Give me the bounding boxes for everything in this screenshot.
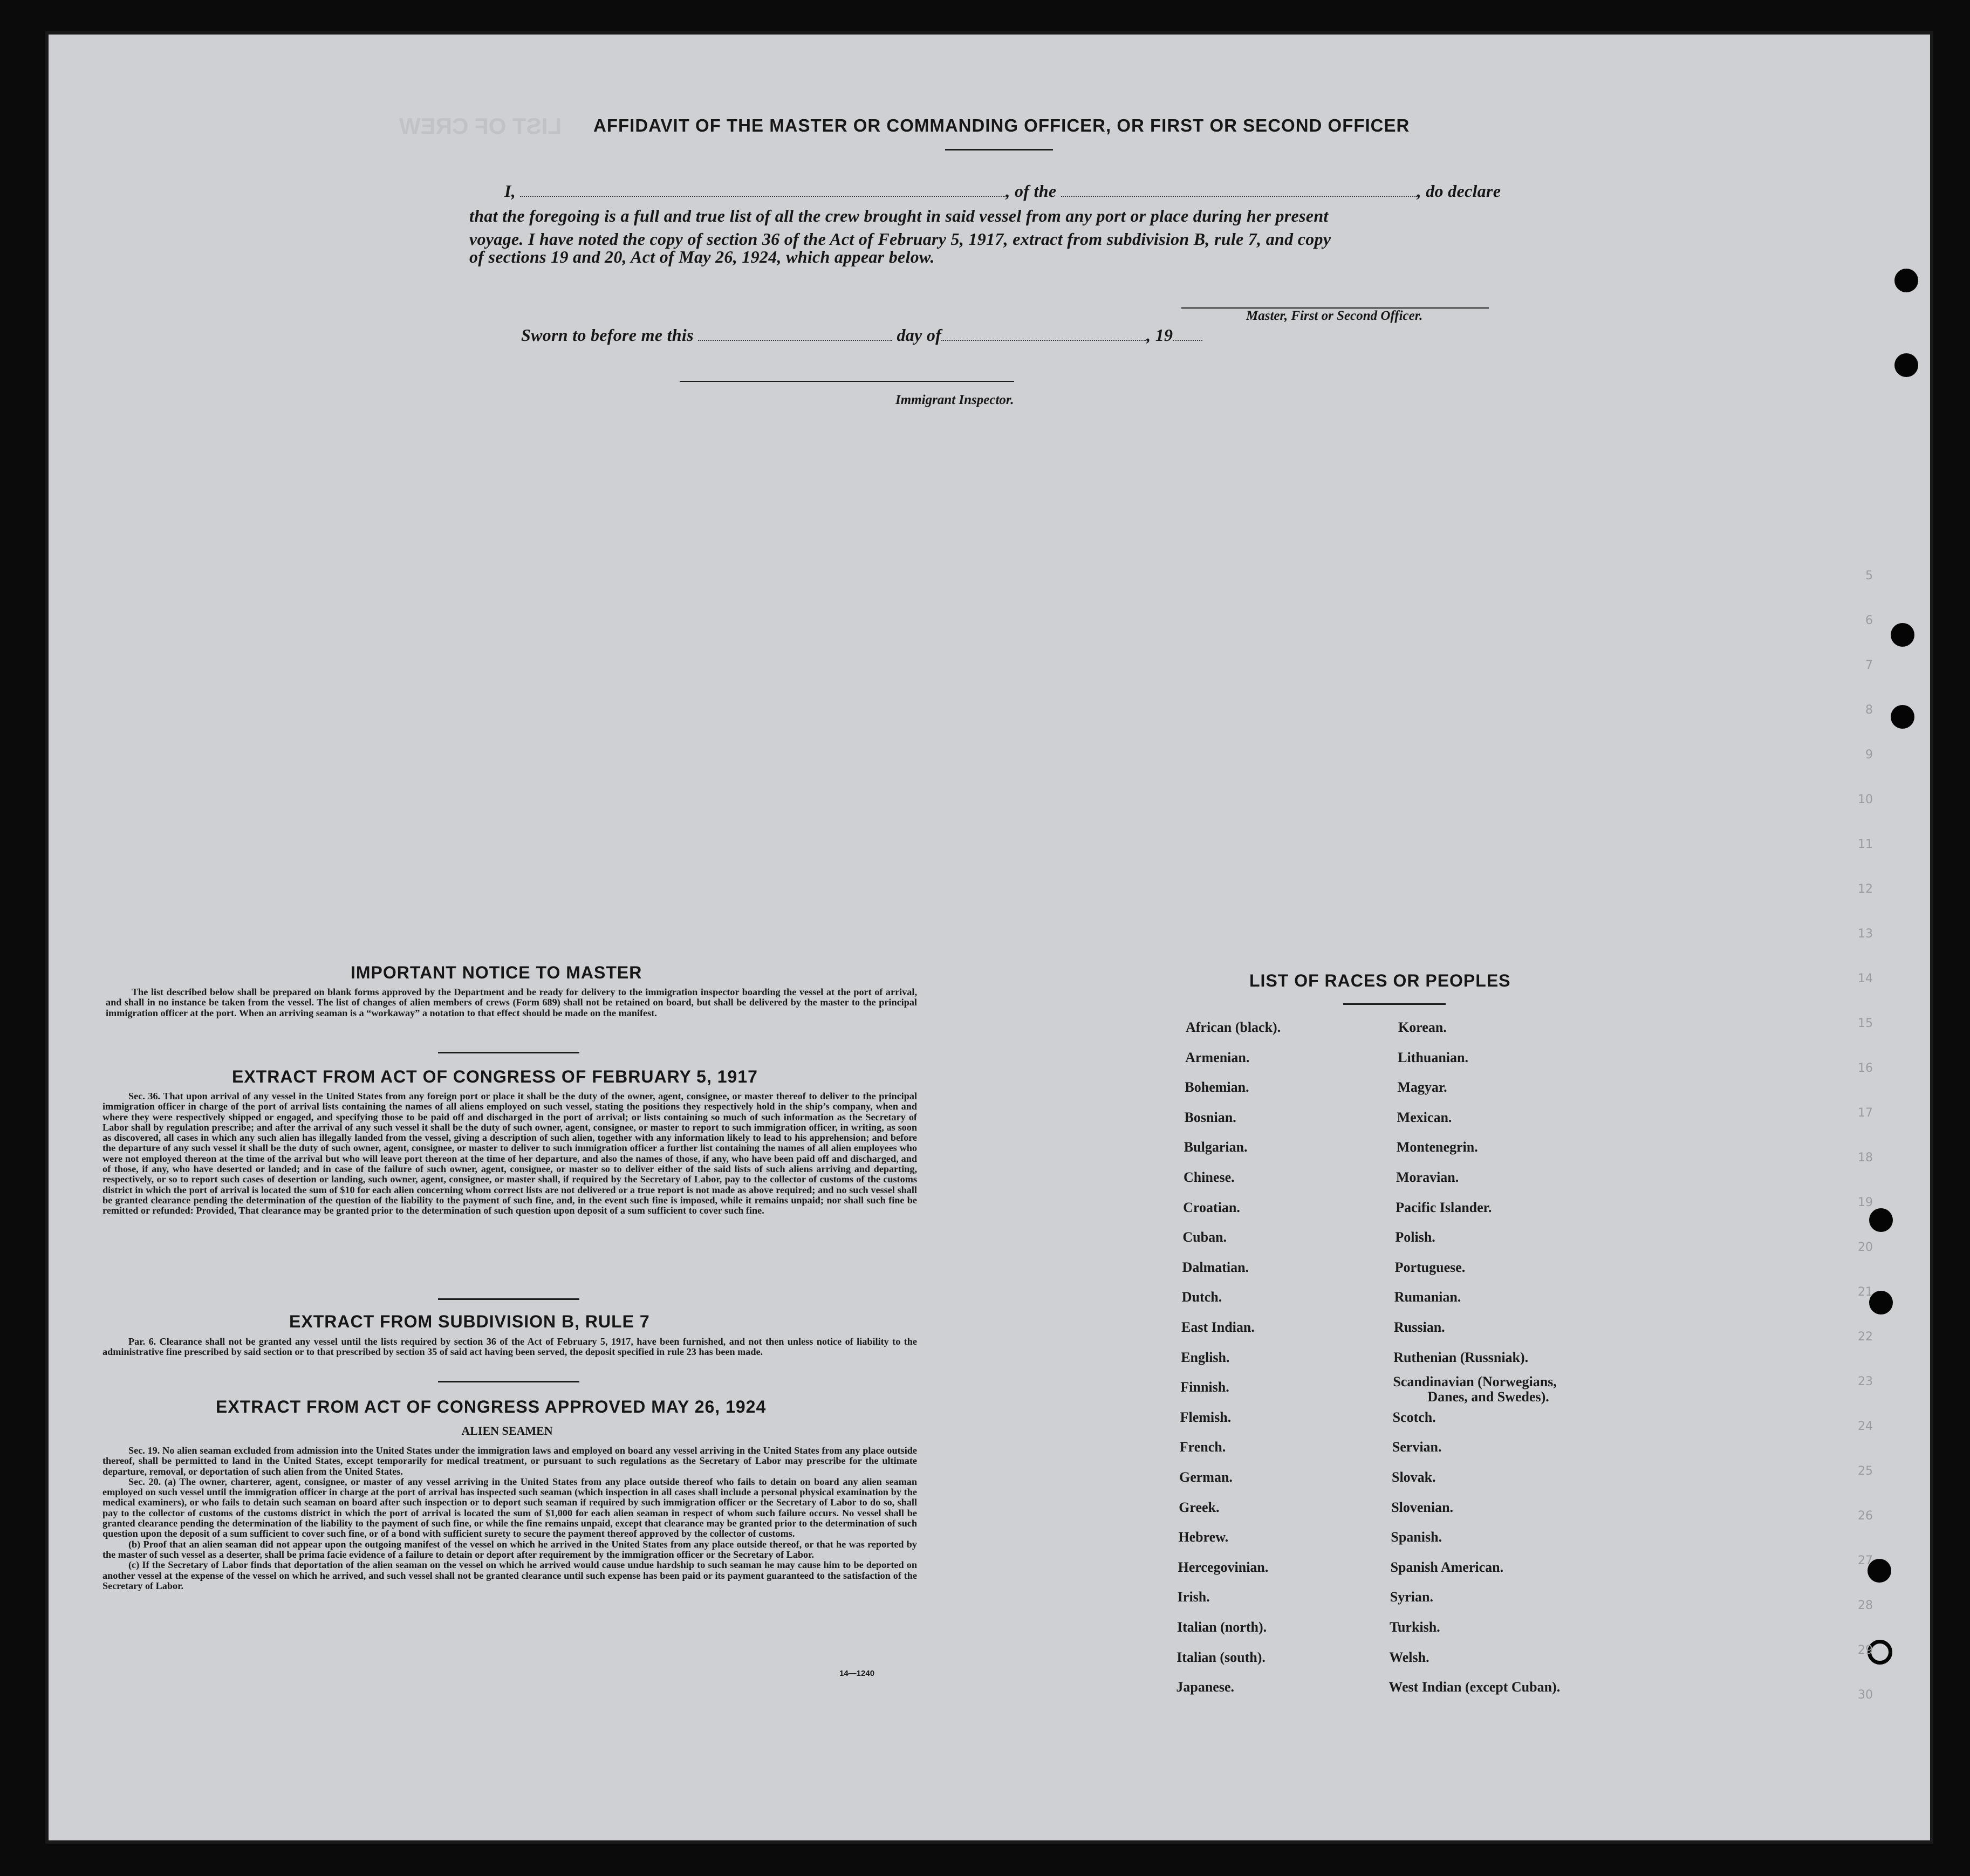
section-20b-paragraph: (b) Proof that an alien seaman did not appear upon the outgoing manifest of the vessel on which he arrived in the United States from any place outside thereof, or that he was reported by the master of such vessel as a deserter, shall be prima facie evidence of a failure to detain or deport after requirement by the immigration officer or the Secretary of Labor. [102, 1538, 917, 1560]
margin-number: 19 [1858, 1196, 1873, 1209]
margin-number: 25 [1858, 1464, 1873, 1478]
divider [438, 1381, 579, 1382]
sworn-month-blank [941, 327, 1146, 341]
race-item: Ruthenian (Russniak). [1393, 1349, 1529, 1365]
affidavit-line-4: of sections 19 and 20, Act of May 26, 1924, which appear below. [469, 247, 935, 266]
margin-number: 22 [1858, 1330, 1873, 1344]
do-declare-label: , do declare [1417, 181, 1501, 201]
margin-number: 24 [1858, 1420, 1873, 1433]
race-item: Magyar. [1397, 1079, 1447, 1096]
sworn-date-blank [698, 327, 892, 341]
race-item: Scotch. [1392, 1409, 1436, 1425]
extract-1917-title: EXTRACT FROM ACT OF CONGRESS OF FEBRUARY 5, 1917 [232, 1067, 758, 1086]
race-item: French. [1179, 1439, 1226, 1455]
section-19-paragraph: Sec. 19. No alien seaman excluded from admission into the United States under the immigration laws and employed on board any vessel arriving in the United States from any place outside thereof, shall be permitted to land in the United States, except temporarily for medical treatment, or pursuant to such regulations as the Secretary of Labor may prescribe for the ultimate departure, removal, or deportation of such alien from the United States. [102, 1445, 917, 1477]
name-blank [520, 183, 1005, 197]
race-item: West Indian (except Cuban). [1388, 1679, 1561, 1695]
race-item: Scandinavian (Norwegians, Danes, and Swedes). [1393, 1374, 1557, 1405]
race-item: Flemish. [1180, 1409, 1232, 1425]
notice-title: IMPORTANT NOTICE TO MASTER [351, 963, 642, 982]
sworn-prefix: Sworn to before me this [521, 325, 694, 345]
margin-number: 26 [1858, 1509, 1873, 1523]
divider [438, 1052, 579, 1053]
margin-number: 9 [1865, 748, 1873, 762]
race-item: Mexican. [1397, 1109, 1452, 1125]
punch-hole [1894, 269, 1918, 292]
margin-number: 21 [1858, 1285, 1873, 1299]
race-item: Italian (south). [1176, 1649, 1266, 1665]
race-item: Italian (north). [1177, 1619, 1267, 1635]
race-item: Slovak. [1392, 1469, 1436, 1485]
race-item: Finnish. [1180, 1379, 1229, 1395]
margin-number: 8 [1865, 703, 1873, 717]
race-item: Dutch. [1181, 1289, 1222, 1305]
divider [945, 149, 1053, 150]
race-item: Spanish American. [1390, 1559, 1504, 1575]
extract-rule7-title: EXTRACT FROM SUBDIVISION B, RULE 7 [289, 1312, 650, 1331]
alien-seamen-subtitle: ALIEN SEAMEN [461, 1424, 553, 1437]
margin-number: 28 [1858, 1599, 1873, 1612]
punch-hole [1891, 623, 1914, 647]
race-item: Moravian. [1396, 1169, 1459, 1185]
race-item: Spanish. [1391, 1529, 1442, 1545]
race-item: Rumanian. [1394, 1289, 1461, 1305]
race-item: Dalmatian. [1182, 1259, 1249, 1275]
race-item: Hercegovinian. [1178, 1559, 1269, 1575]
affidavit-line-2: that the foregoing is a full and true list of all the crew brought in said vessel from any port or place during her present [469, 206, 1329, 225]
race-item: Russian. [1394, 1319, 1445, 1335]
margin-number: 16 [1858, 1062, 1873, 1075]
inspector-caption: Immigrant Inspector. [895, 393, 1014, 407]
margin-number: 17 [1858, 1106, 1873, 1120]
race-item: Irish. [1177, 1589, 1210, 1605]
margin-number: 27 [1858, 1554, 1873, 1567]
vessel-blank [1061, 183, 1417, 197]
race-item: German. [1179, 1469, 1233, 1485]
race-item: Bulgarian. [1184, 1139, 1248, 1155]
inspector-signature-line [680, 381, 1014, 382]
sworn-line [521, 325, 1202, 345]
punch-hole [1869, 1208, 1893, 1232]
margin-number: 29 [1858, 1644, 1873, 1657]
affidavit-title: AFFIDAVIT OF THE MASTER OR COMMANDING OFFICER, OR FIRST OR SECOND OFFICER [593, 115, 1410, 135]
race-item: Bohemian. [1185, 1079, 1249, 1096]
race-item: Greek. [1179, 1499, 1220, 1515]
race-item: Croatian. [1183, 1199, 1240, 1215]
section-36-paragraph: Sec. 36. That upon arrival of any vessel in the United States from any foreign port or place it shall be the duty of the owner, agent, consignee, or master thereof to deliver to the principal immigration officer in charge of the port of arrival lists containing the names of all aliens employed on such vessel, stating the positions they respectively hold in the ship’s company, when and where they were respectively shipped or engaged, and specifying those to be paid off and discharged in the port of arrival; or lists containing so much of such information as the Secretary of Labor shall by regulation prescribe; and after the arrival of any such vessel it shall be the duty of such owner, agent, consignee, or master to report to such immigration officer, in writing, as soon as discovered, all cases in which any such alien has illegally landed from the vessel, giving a description of such alien, together with any information likely to lead to his apprehension; and before the departure of any such vessel it shall be the duty of such owner, agent, consignee, or master to deliver to such immigration officer a further list containing the names of all alien employees who were not employed thereon at the time of the arrival but who will leave port thereon at the time of her departure, and also the names of those, if any, who have been paid off and discharged, and of those, if any, who have deserted or landed; and in case of the failure of such owner, agent, consignee, or master so to deliver either of the said lists of such aliens arriving and departing, respectively, or so to report such cases of desertion or landing, such owner, agent, consignee, or master shall, if required by the Secretary of Labor, pay to the collector of customs of the customs district in which the port of arrival is located the sum of $10 for each alien concerning whom correct lists are not delivered or a true report is not made as above required; and no such vessel shall be granted clearance pending the determination of the question of the liability to the payment of such fine, and, in the event such fine is imposed, while it remains unpaid; nor shall such fine be remitted or refunded: Provided, That clearance may be granted prior to the determination of such question upon deposit of a sum sufficient to cover such fine. [102, 1091, 917, 1216]
section-20a-paragraph: Sec. 20. (a) The owner, charterer, agent, consignee, or master of any vessel arriving in the United States from any place outside thereof who fails to detain on board any alien seaman employed on such vessel until the immigration officer in charge at the port of arrival has inspected such seaman (which inspection in all cases shall include a personal physical examination by the medical examiners), or who fails to detain such seaman on board after such inspection or to deport such seaman if required by such immigration officer or the Secretary of Labor to do so, shall pay to the collector of customs of the customs district in which the port of arrival is located the sum of $1,000 for each alien seaman in respect of whom such failure occurs. No vessel shall be granted clearance pending the determination of the liability to the payment of such fine, or while the fine remains unpaid, except that clearance may be granted prior to the determination of such question upon the deposit of a sum sufficient to cover such fine, or of a bond with sufficient surety to secure the payment thereof approved by the collector of customs. [102, 1476, 917, 1539]
bleed-through-text: LIST OF CREW [399, 113, 562, 139]
race-item: Japanese. [1176, 1679, 1235, 1695]
race-item: Armenian. [1185, 1049, 1250, 1065]
margin-number: 23 [1858, 1375, 1873, 1388]
section-20c-paragraph: (c) If the Secretary of Labor finds that deportation of the alien seaman on the vessel on which he arrived would cause undue hardship to such seaman he may cause him to be deported on another vessel at the expense of the vessel on which he arrived, and such vessel shall not be granted clearance until such expense has been paid or its payment guaranteed to the satisfaction of the Secretary of Labor. [102, 1559, 917, 1591]
race-item: Hebrew. [1178, 1529, 1229, 1545]
race-item: Polish. [1395, 1229, 1435, 1245]
margin-number: 12 [1858, 882, 1873, 896]
affidavit-line-1 [504, 181, 1501, 201]
paragraph-6: Par. 6. Clearance shall not be granted any vessel until the lists required by section 36 of the Act of February 5, 1917, have been furnished, and not then unless notice of liability to the administrative fine prescribed by said section or to that prescribed by section 35 of said act having been served, the deposit specified in rule 23 has been made. [102, 1336, 917, 1358]
races-title: LIST OF RACES OR PEOPLES [1249, 971, 1511, 990]
margin-number: 6 [1865, 614, 1873, 627]
year-label: , 19 [1146, 325, 1173, 345]
race-item: Slovenian. [1391, 1499, 1454, 1515]
race-item: African (black). [1186, 1019, 1281, 1035]
race-item: Portuguese. [1394, 1259, 1466, 1275]
race-item: Lithuanian. [1398, 1049, 1468, 1065]
divider [438, 1298, 579, 1300]
margin-number: 20 [1858, 1241, 1873, 1254]
punch-hole [1891, 705, 1914, 729]
margin-number: 10 [1858, 793, 1873, 806]
extract-1924-title: EXTRACT FROM ACT OF CONGRESS APPROVED MAY 26, 1924 [216, 1397, 767, 1416]
margin-number: 15 [1858, 1017, 1873, 1030]
affidavit-i-label: I, [504, 181, 516, 201]
race-item: Pacific Islander. [1396, 1199, 1492, 1215]
race-item: Turkish. [1390, 1619, 1440, 1635]
race-item: Chinese. [1184, 1169, 1235, 1185]
margin-number: 18 [1858, 1151, 1873, 1165]
margin-number: 7 [1865, 659, 1873, 672]
race-item: East Indian. [1181, 1319, 1255, 1335]
race-item: Montenegrin. [1396, 1139, 1478, 1155]
extract-1917-text [102, 1091, 917, 1216]
race-item-continuation: Danes, and Swedes). [1427, 1389, 1549, 1405]
extract-1924-text [102, 1446, 917, 1591]
margin-number: 5 [1865, 569, 1873, 583]
margin-number: 13 [1858, 927, 1873, 941]
divider [1343, 1003, 1446, 1005]
race-item: Bosnian. [1184, 1109, 1236, 1125]
extract-rule7-text [102, 1337, 917, 1358]
margin-number: 14 [1858, 972, 1873, 985]
master-caption: Master, First or Second Officer. [1246, 309, 1423, 323]
punch-hole [1894, 353, 1918, 377]
affidavit-line-3: voyage. I have noted the copy of section 36 of the Act of February 5, 1917, extract from subdivision B, rule 7, and copy [469, 229, 1331, 249]
margin-number: 30 [1858, 1688, 1873, 1702]
sworn-year-blank [1173, 327, 1202, 341]
margin-number: 11 [1858, 838, 1873, 851]
notice-paragraph: The list described below shall be prepared on blank forms approved by the Department and be ready for delivery to the immigration inspector boarding the vessel at the port of arrival, and shall in no instance be taken from the vessel. The list of changes of alien members of crews (Form 689) shall not be retained on board, but shall be delivered by the master to the principal immigration officer at the port. When an arriving seaman is a “workaway” a notation to that effect should be made on the manifest. [106, 987, 917, 1018]
race-item: Cuban. [1182, 1229, 1227, 1245]
of-the-label: , of the [1005, 181, 1057, 201]
race-item: Welsh. [1389, 1649, 1429, 1665]
race-item: Servian. [1392, 1439, 1442, 1455]
race-item: Korean. [1398, 1019, 1447, 1035]
form-number: 14—1240 [839, 1669, 875, 1678]
day-of-label: day of [897, 325, 942, 345]
race-item: Syrian. [1390, 1589, 1433, 1605]
race-item: English. [1181, 1349, 1230, 1365]
notice-text [106, 987, 917, 1018]
